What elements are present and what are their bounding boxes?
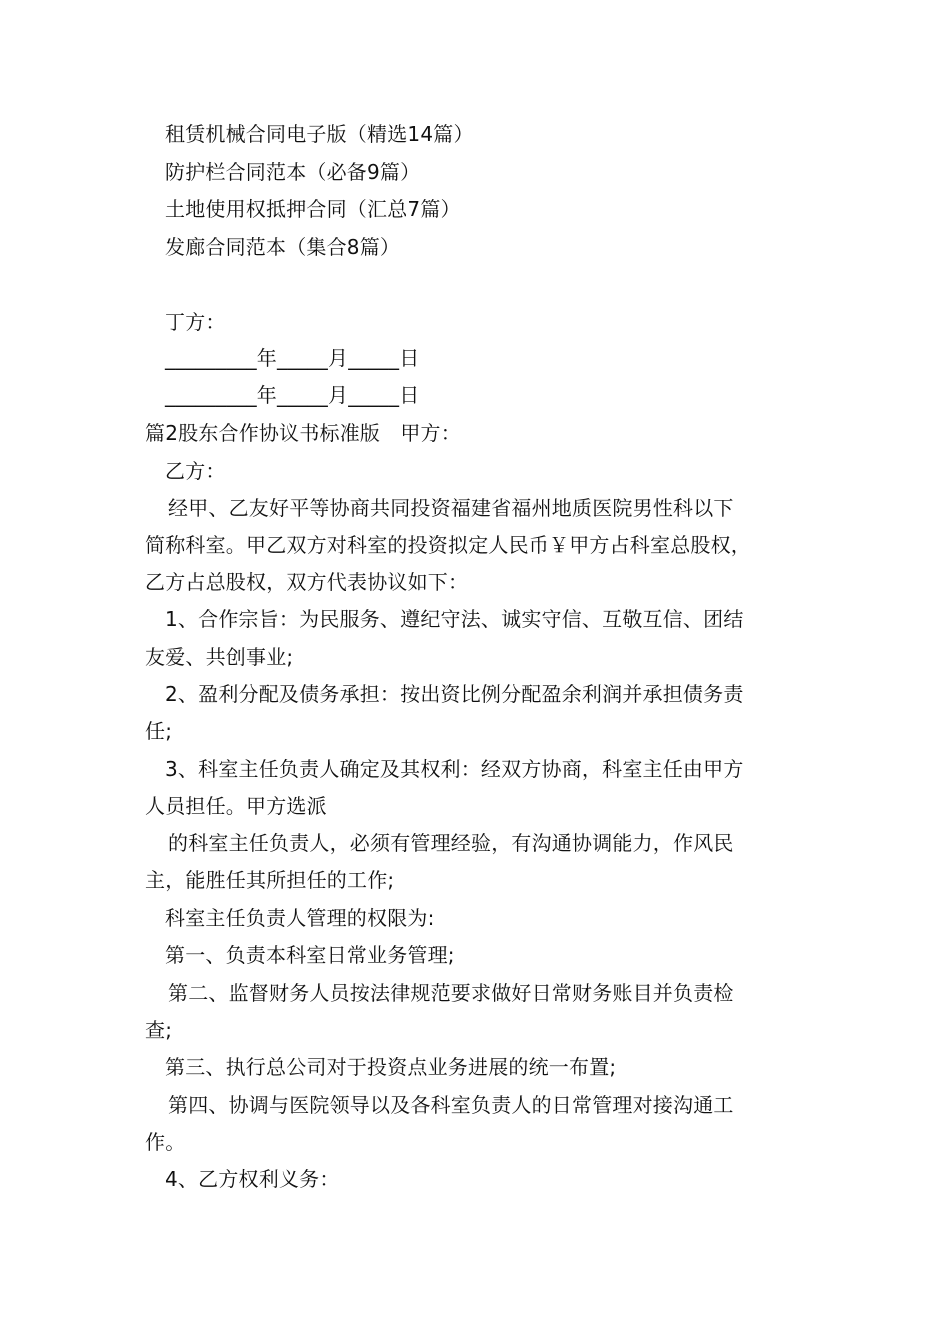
related-doc-link-1[interactable]: 租赁机械合同电子版（精选14篇） — [165, 122, 474, 146]
body-line: 4、乙方权利义务： — [165, 1167, 340, 1191]
body-line: 乙方占总股权，双方代表协议如下： — [145, 570, 469, 594]
related-doc-link-3[interactable]: 土地使用权抵押合同（汇总7篇） — [165, 197, 461, 221]
related-doc-link-2[interactable]: 防护栏合同范本（必备9篇） — [165, 160, 421, 184]
body-line: 的科室主任负责人，必须有管理经验，有沟通协调能力，作风民 — [168, 831, 734, 855]
date-line-1: _________年_____月_____日 — [165, 346, 420, 370]
body-line: 第二、监督财务人员按法律规范要求做好日常财务账目并负责检 — [168, 981, 734, 1005]
body-line: 第四、协调与医院领导以及各科室负责人的日常管理对接沟通工 — [168, 1093, 734, 1117]
body-line: 经甲、乙友好平等协商共同投资福建省福州地质医院男性科以下 — [168, 496, 734, 520]
body-line: 科室主任负责人管理的权限为: — [165, 906, 435, 930]
body-line: 简称科室。甲乙双方对科室的投资拟定人民币￥甲方占科室总股权， — [145, 533, 751, 557]
body-line: 第三、执行总公司对于投资点业务进展的统一布置; — [165, 1055, 617, 1079]
body-line: 人员担任。甲方选派 — [145, 794, 327, 818]
body-line: 友爱、共创事业; — [145, 645, 294, 669]
body-line: 作。 — [145, 1130, 186, 1154]
party-b-label: 乙方： — [165, 459, 226, 483]
body-line: 1、合作宗旨：为民服务、遵纪守法、诚实守信、互敬互信、团结 — [165, 607, 744, 631]
body-line: 第一、负责本科室日常业务管理; — [165, 943, 455, 967]
related-doc-link-4[interactable]: 发廊合同范本（集合8篇） — [165, 235, 401, 259]
body-line: 2、盈利分配及债务承担：按出资比例分配盈余利润并承担债务责 — [165, 682, 744, 706]
party-d-label: 丁方： — [165, 310, 226, 334]
body-line: 主，能胜任其所担任的工作; — [145, 868, 395, 892]
body-line: 查; — [145, 1018, 173, 1042]
body-line: 任; — [145, 719, 173, 743]
body-line: 3、科室主任负责人确定及其权利：经双方协商，科室主任由甲方 — [165, 757, 744, 781]
section-heading: 篇2股东合作协议书标准版 甲方： — [145, 421, 461, 445]
date-line-2: _________年_____月_____日 — [165, 383, 420, 407]
